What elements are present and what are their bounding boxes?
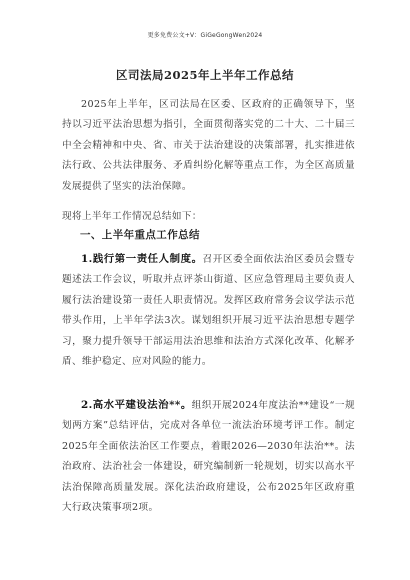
section-heading: 一、上半年重点工作总结	[80, 229, 200, 241]
item-1-paragraph	[62, 249, 355, 372]
item-1-body: 召开区委全面依法治区委员会暨专题述法工作会议，听取并点评茶山街道、区应急管理局主要负责人履行法治建设第一责任人职责情况。发挥区政府常务会议学法示范带头作用，上半年学法3次。谋划组织开展习近平法治思想专题学习，聚力提升领导干部运用法治思维和法治方式深化改革、化解矛盾、维护稳定、应对风险的能力。	[62, 254, 355, 368]
intro-text: 2025年上半年，区司法局在区委、区政府的正确领导下，坚持以习近平法治思想为指引，全面贯彻落实党的二十大、二十届三中全会精神和中央、省、市关于法治建设的决策部署，扎实推进依法行政、公共法律服务、矛盾纠纷化解等重点工作，为全区高质量发展提供了坚实的法治保障。	[62, 99, 355, 192]
intro-tail-paragraph	[62, 207, 355, 227]
intro-paragraph	[62, 95, 355, 197]
item-2-lead: 2.高水平建设法治**。	[81, 399, 192, 411]
watermark-text: 更多免费公文+V：GiGeGongWen2024	[147, 32, 263, 39]
document-title: 区司法局2025年上半年工作总结	[115, 68, 294, 82]
intro-tail-text: 现将上半年工作情况总结如下：	[62, 211, 202, 222]
item-1-lead: 1.践行第一责任人制度。	[81, 253, 203, 265]
item-2-body: 组织开展2024年度法治**建设“一规划两方案”总结评估，完成对各单位一流法治环境考评工作。制定2025年全面依法治区工作要点，着眼2026—2030年法治**。法治政府、法治社会一体建设，研究编制新一轮规划，切实以高水平法治保障高质量发展。深化法治政府建设，公布2025年区政府重大行政决策事项2项。	[62, 400, 356, 514]
item-2-paragraph	[62, 395, 355, 518]
